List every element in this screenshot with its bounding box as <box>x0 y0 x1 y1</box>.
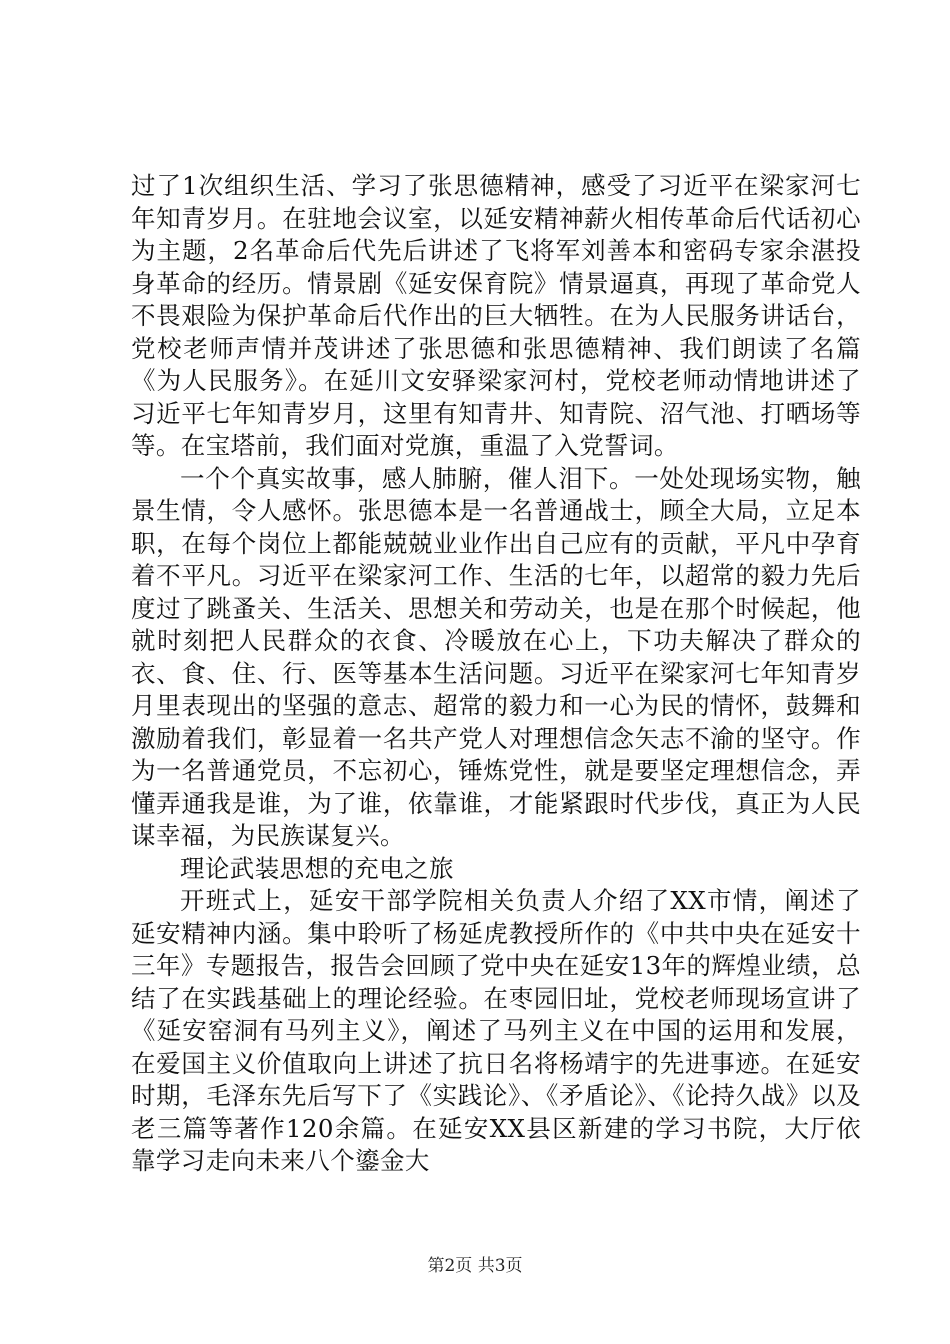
paragraph-1: 过了1次组织生活、学习了张思德精神，感受了习近平在梁家河七年知青岁月。在驻地会议室，以延安精神薪火相传革命后代话初心为主题，2名革命后代先后讲述了飞将军刘善本和密码专家余湛投身革命的经历。情景剧《延安保育院》情景逼真，再现了革命党人不畏艰险为保护革命后代作出的巨大牺牲。在为人民服务讲话台，党校老师声情并茂讲述了张思德和张思德精神、我们朗读了名篇《为人民服务》。在延川文安驿梁家河村，党校老师动情地讲述了习近平七年知青岁月，这里有知青井、知青院、沼气池、打晒场等等。在宝塔前，我们面对党旗，重温了入党誓词。 <box>131 171 861 460</box>
paragraph-3: 开班式上，延安干部学院相关负责人介绍了XX市情，阐述了延安精神内涵。集中聆听了杨延虎教授所作的《中共中央在延安十三年》专题报告，报告会回顾了党中央在延安13年的辉煌业绩，总结了在实践基础上的理论经验。在枣园旧址，党校老师现场宣讲了《延安窑洞有马列主义》，阐述了马列主义在中国的运用和发展，在爱国主义价值取向上讲述了抗日名将杨靖宇的先进事迹。在延安时期，毛泽东先后写下了《实践论》、《矛盾论》、《论持久战》以及老三篇等著作120余篇。在延安XX县区新建的学习书院，大厅依靠学习走向未来八个鎏金大 <box>131 886 861 1175</box>
section-heading: 理论武装思想的充电之旅 <box>180 853 454 883</box>
page-number: 第2页 共3页 <box>427 1256 523 1276</box>
paragraph-2: 一个个真实故事，感人肺腑，催人泪下。一处处现场实物，触景生情，令人感怀。张思德本是一名普通战士，顾全大局，立足本职，在每个岗位上都能兢兢业业作出自己应有的贡献，平凡中孕育着不平凡。习近平在梁家河工作、生活的七年，以超常的毅力先后度过了跳蚤关、生活关、思想关和劳动关，也是在那个时候起，他就时刻把人民群众的衣食、冷暖放在心上，下功夫解决了群众的衣、食、住、行、医等基本生活问题。习近平在梁家河七年知青岁月里表现出的坚强的意志、超常的毅力和一心为民的情怀，鼓舞和激励着我们，彰显着一名共产党人对理想信念矢志不渝的坚守。作为一名普通党员，不忘初心，锤炼党性，就是要坚定理想信念，弄懂弄通我是谁，为了谁，依靠谁，才能紧跟时代步伐，真正为人民谋幸福，为民族谋复兴。 <box>131 463 861 850</box>
document-body <box>131 170 861 1178</box>
